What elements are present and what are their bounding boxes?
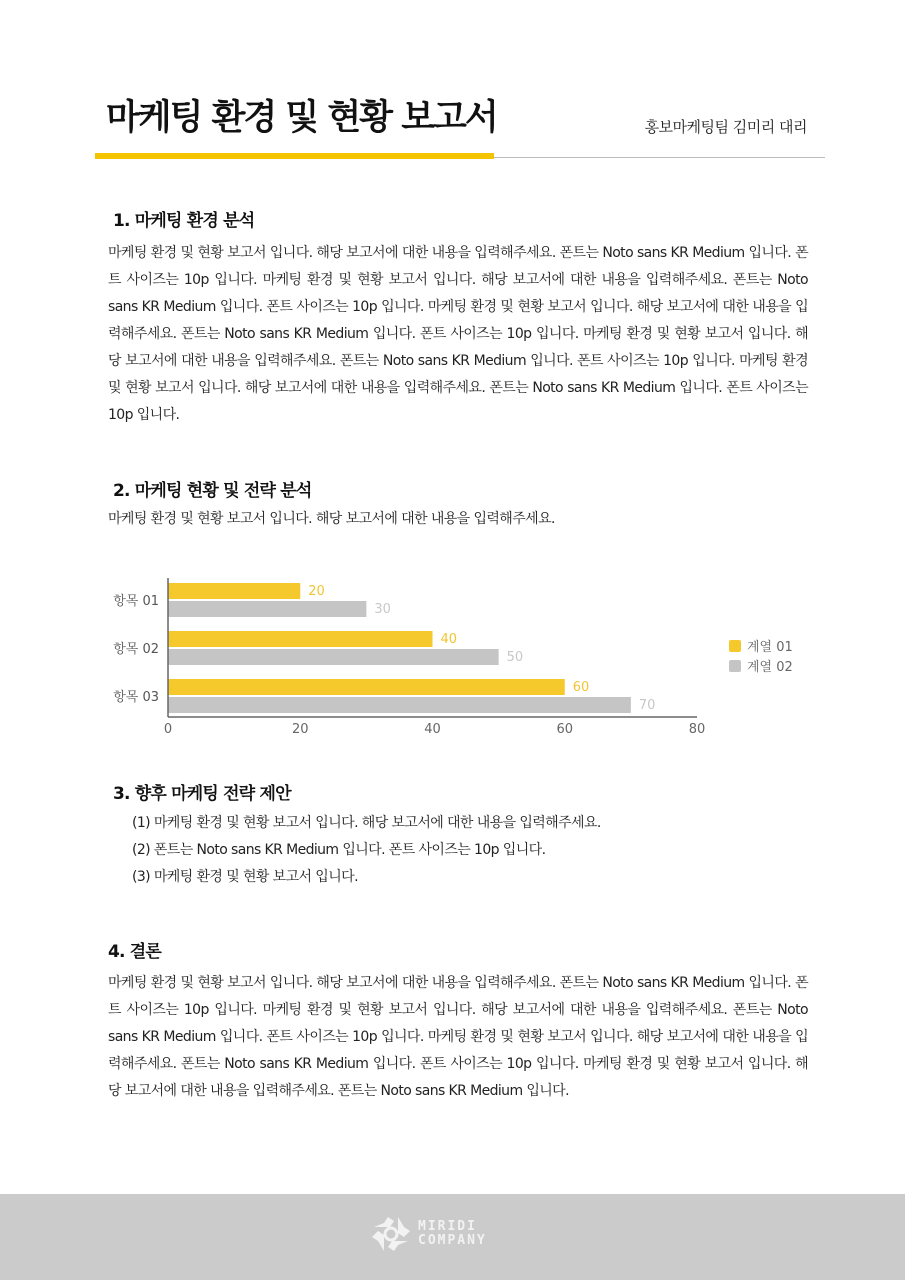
bar [168,679,565,695]
logo-icon [370,1213,412,1255]
legend-label: 계열 02 [747,660,793,675]
author-label: 홍보마케팅팀 김미리 대리 [644,118,807,136]
section-body: 마케팅 환경 및 현황 보고서 입니다. 해당 보고서에 대한 내용을 입력해주세요. [108,511,555,527]
bar [168,697,631,713]
title-underline-accent [95,153,494,159]
bar [168,583,300,599]
data-label: 40 [440,632,458,647]
logo-text: MIRIDI [418,1219,477,1234]
company-logo [370,1213,487,1255]
data-label: 60 [572,680,590,695]
category-label: 항목 01 [113,594,159,609]
bar [168,601,366,617]
data-label: 20 [308,584,325,599]
x-tick-label: 20 [291,722,309,737]
bar [168,631,433,647]
page-title: 마케팅 환경 및 현황 보고서 [106,98,497,138]
data-label: 70 [638,698,656,713]
bar-chart [0,560,905,750]
title-underline [494,157,825,158]
logo-text: COMPANY [418,1233,487,1248]
section-body: 마케팅 환경 및 현황 보고서 입니다. 해당 보고서에 대한 내용을 입력해주세요. 폰트는 Noto sans KR Medium 입니다. 폰트 사이즈는 10p 입니다. 마케팅 환경 및 현황 보고서 입니다. 해당 보고서에 대한 내용을 입력해주세요. 폰트는 Noto sans KR Medium 입니다. 폰트 사이즈는 10p 입니다. 마케팅 환경 및 현황 보고서 입니다. 해당 보고서에 대한 내용을 입력해주세요. 폰트는 Noto sans KR Medium 입니다. 폰트 사이즈는 10p 입니다. 마케팅 환경 및 현황 보고서 입니다. 해당 보고서에 대한 내용을 입력해주세요. 폰트는 Noto sans KR Medium 입니다. [108,975,808,1099]
x-tick-label: 60 [556,722,574,737]
bar [168,649,499,665]
data-label: 30 [374,602,391,617]
section-heading: 4. 결론 [108,942,162,962]
section-heading: 1. 마케팅 환경 분석 [113,211,255,231]
legend-swatch [729,640,741,652]
category-label: 항목 02 [113,642,159,657]
legend-swatch [729,660,741,672]
list-item: (3) 마케팅 환경 및 현황 보고서 입니다. [132,869,358,885]
list-item: (2) 폰트는 Noto sans KR Medium 입니다. 폰트 사이즈는 10p 입니다. [132,842,546,858]
x-tick-label: 40 [424,722,441,737]
data-label: 50 [506,650,524,665]
category-label: 항목 03 [113,690,159,705]
section-heading: 3. 향후 마케팅 전략 제안 [113,784,291,804]
section-heading: 2. 마케팅 현황 및 전략 분석 [113,481,312,501]
section-body: 마케팅 환경 및 현황 보고서 입니다. 해당 보고서에 대한 내용을 입력해주세요. 폰트는 Noto sans KR Medium 입니다. 폰트 사이즈는 10p 입니다. 마케팅 환경 및 현황 보고서 입니다. 해당 보고서에 대한 내용을 입력해주세요. 폰트는 Noto sans KR Medium 입니다. 폰트 사이즈는 10p 입니다. 마케팅 환경 및 현황 보고서 입니다. 해당 보고서에 대한 내용을 입력해주세요. 폰트는 Noto sans KR Medium 입니다. 폰트 사이즈는 10p 입니다. 마케팅 환경 및 현황 보고서 입니다. 해당 보고서에 대한 내용을 입력해주세요. 폰트는 Noto sans KR Medium 입니다. 폰트 사이즈는 10p 입니다. 마케팅 환경 및 현황 보고서 입니다. 해당 보고서에 대한 내용을 입력해주세요. 폰트는 Noto sans KR Medium 입니다. 폰트 사이즈는 10p 입니다. [108,245,808,423]
list-item: (1) 마케팅 환경 및 현황 보고서 입니다. 해당 보고서에 대한 내용을 입력해주세요. [132,815,601,831]
x-tick-label: 0 [163,722,173,737]
legend-label: 계열 01 [747,640,793,655]
x-tick-label: 80 [688,722,706,737]
